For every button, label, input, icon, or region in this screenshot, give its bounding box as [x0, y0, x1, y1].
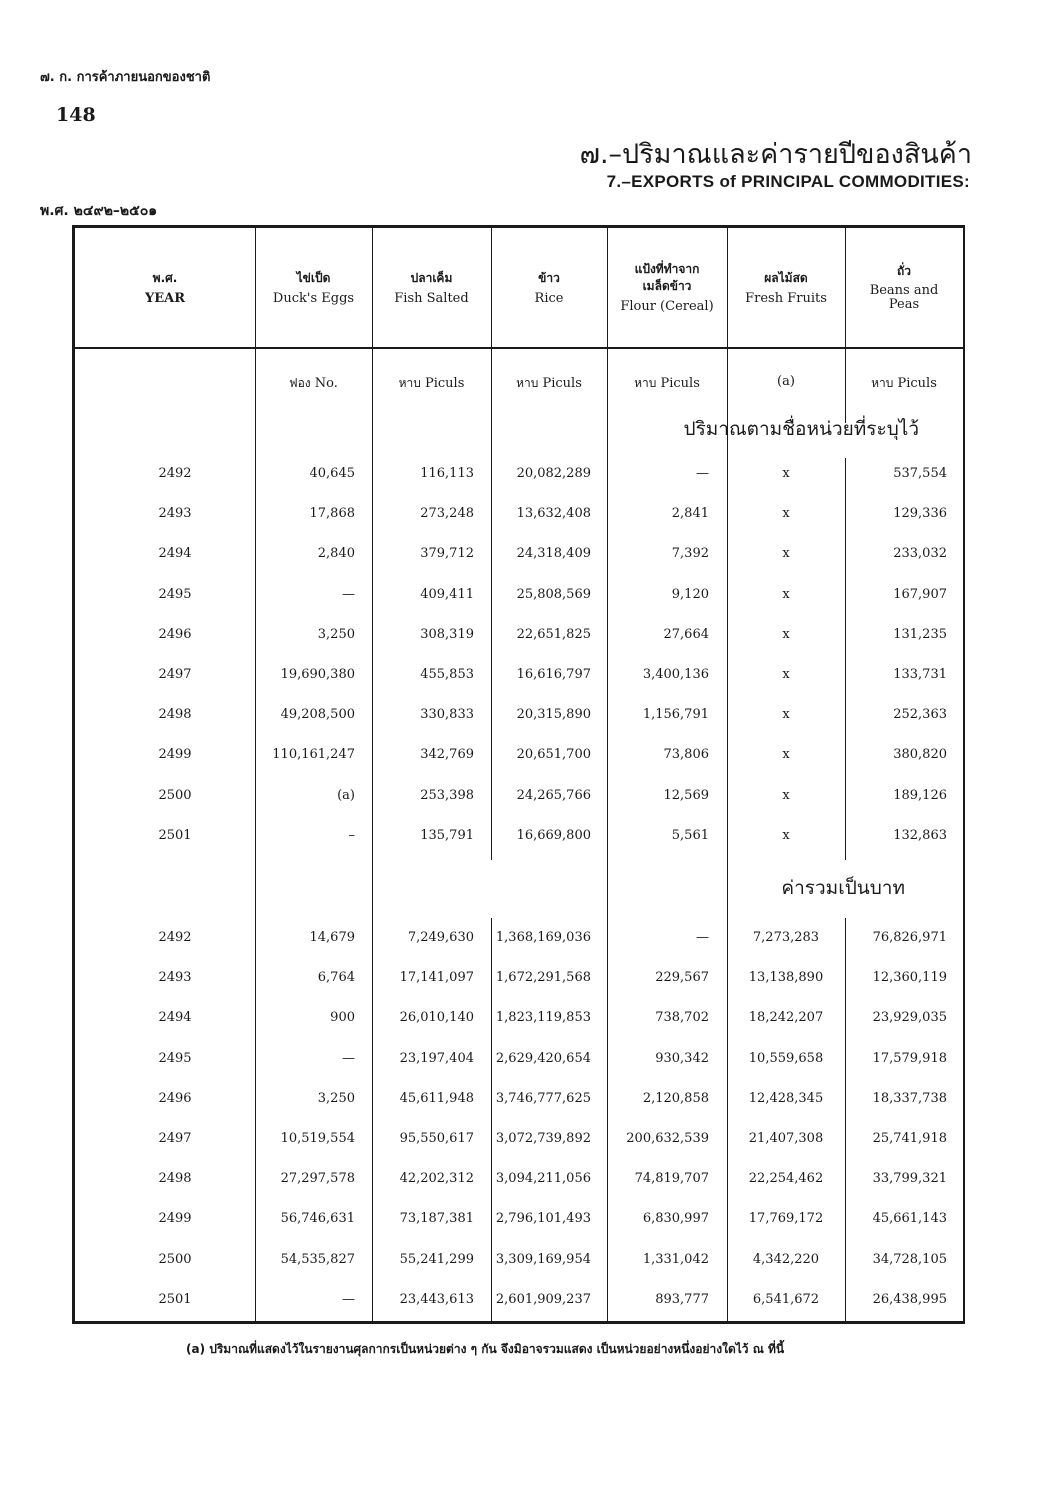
cell-year: 2501 [158, 1291, 192, 1307]
cell-ducks-eggs: — [342, 1050, 355, 1066]
title-thai: ๗.–ปริมาณและค่ารายปีของสินค้า [579, 139, 972, 170]
table-row [75, 826, 963, 866]
cell-ducks-eggs: – [348, 827, 355, 843]
cell-beans-peas: 380,820 [893, 747, 947, 763]
cell-beans-peas: 189,126 [893, 787, 947, 803]
cell-year: 2493 [158, 970, 192, 986]
cell-beans-peas: 17,579,918 [872, 1050, 947, 1066]
col-header-beans-peas [845, 228, 963, 347]
table-row [75, 705, 963, 745]
column-divider [491, 918, 492, 1321]
unit-en: Piculs [660, 376, 700, 391]
column-divider [845, 228, 846, 423]
table-row [75, 968, 963, 1008]
col-header-ducks-eggs-thai: ไข่เป็ด [296, 270, 331, 285]
cell-rice: 20,651,700 [516, 747, 591, 763]
cell-fresh-fruits: 22,254,462 [748, 1171, 824, 1187]
cell-fresh-fruits: x [782, 586, 790, 602]
column-divider [255, 228, 256, 1321]
cell-fish-salted: 73,187,381 [399, 1211, 474, 1227]
cell-beans-peas: 23,929,035 [872, 1010, 947, 1026]
footnote: (a) ปริมาณที่แสดงไว้ในรายงานศุลกากรเป็นหน่วยต่าง ๆ กัน จึงมิอาจรวมแสดง เป็นหน่วยอย่างหนึ่งอย่างใดไว้ ณ ที่นี้ [186, 1342, 785, 1356]
cell-ducks-eggs: 3,250 [317, 626, 355, 642]
cell-fresh-fruits: x [782, 667, 790, 682]
cell-fish-salted: 7,249,630 [407, 930, 474, 945]
cell-rice: 22,651,825 [516, 626, 591, 642]
column-divider [372, 228, 373, 1321]
cell-ducks-eggs: 54,535,827 [280, 1251, 355, 1267]
cell-rice: 2,601,909,237 [495, 1291, 591, 1307]
cell-fish-salted: 308,319 [420, 626, 474, 642]
cell-year: 2495 [158, 1050, 192, 1066]
unit-en: Piculs [542, 376, 582, 391]
cell-rice: 3,094,211,056 [495, 1171, 591, 1187]
exports-table [72, 225, 965, 1324]
cell-fish-salted: 273,248 [420, 506, 474, 522]
cell-flour: — [696, 466, 709, 481]
cell-beans-peas: 76,826,971 [872, 930, 947, 945]
cell-flour: — [696, 930, 709, 945]
cell-rice: 16,616,797 [516, 667, 591, 682]
table-row [75, 1290, 963, 1330]
col-header-flour-thai: แป้งที่ทำจาก เมล็ดข้าว [634, 262, 700, 293]
cell-fish-salted: 330,833 [420, 707, 474, 723]
col-header-rice [491, 228, 607, 347]
cell-flour: 2,120,858 [642, 1090, 709, 1106]
unit-thai: หาบ [634, 376, 657, 390]
cell-flour: 893,777 [655, 1291, 709, 1307]
table-row [75, 1089, 963, 1129]
cell-flour: 74,819,707 [634, 1171, 709, 1187]
cell-fresh-fruits: 12,428,345 [748, 1090, 824, 1106]
table-row [75, 1250, 963, 1290]
cell-ducks-eggs: 10,519,554 [280, 1131, 355, 1146]
cell-year: 2501 [158, 827, 192, 843]
cell-fresh-fruits: 10,559,658 [748, 1050, 824, 1066]
unit-en: No. [314, 376, 338, 391]
cell-fish-salted: 23,197,404 [399, 1050, 474, 1066]
cell-fresh-fruits: 13,138,890 [748, 970, 824, 986]
cell-ducks-eggs: 17,868 [309, 506, 355, 522]
cell-year: 2498 [158, 707, 192, 723]
cell-fish-salted: 26,010,140 [399, 1010, 474, 1026]
cell-ducks-eggs: 2,840 [317, 546, 355, 562]
cell-beans-peas: 26,438,995 [872, 1291, 947, 1307]
cell-flour: 6,830,997 [642, 1211, 709, 1227]
section-header: ๗. ก. การค้าภายนอกของชาติ [40, 70, 211, 85]
table-row [75, 1008, 963, 1048]
cell-flour: 930,342 [655, 1050, 709, 1066]
col-header-rice-en: Rice [534, 290, 564, 306]
cell-ducks-eggs: 14,679 [309, 930, 355, 945]
table-row [75, 1049, 963, 1089]
col-header-fish-salted [372, 228, 491, 347]
cell-rice: 20,315,890 [516, 707, 591, 723]
col-header-beans-peas-thai: ถั่ว [896, 264, 911, 278]
unit-fish-salted [372, 374, 491, 393]
cell-fresh-fruits: x [782, 787, 790, 803]
col-header-fresh-fruits-en: Fresh Fruits [745, 290, 827, 306]
unit-thai: หาบ [398, 376, 421, 390]
cell-fish-salted: 253,398 [420, 787, 474, 803]
cell-flour: 27,664 [663, 626, 709, 642]
unit-ducks-eggs [255, 374, 372, 393]
unit-thai: หาบ [516, 376, 539, 390]
cell-ducks-eggs: — [342, 586, 355, 602]
cell-fresh-fruits: x [782, 707, 790, 723]
section-heading-quantity: ปริมาณตามชื่อหน่วยที่ระบุไว้ [683, 418, 919, 440]
cell-flour: 5,561 [671, 827, 709, 843]
col-header-ducks-eggs-en: Duck's Eggs [272, 290, 355, 306]
table-row [75, 504, 963, 544]
cell-ducks-eggs: 40,645 [309, 466, 355, 481]
cell-fresh-fruits: x [782, 747, 790, 763]
cell-ducks-eggs: 19,690,380 [280, 667, 355, 682]
cell-fresh-fruits: 6,541,672 [752, 1291, 820, 1307]
cell-flour: 9,120 [671, 586, 709, 602]
cell-fresh-fruits: 17,769,172 [748, 1211, 824, 1227]
cell-year: 2493 [158, 506, 192, 522]
title-english: 7.–EXPORTS of PRINCIPAL COMMODITIES: [606, 172, 970, 191]
cell-fresh-fruits: 18,242,207 [748, 1010, 824, 1026]
unit-thai: หาบ [871, 376, 894, 390]
cell-fresh-fruits: x [782, 827, 790, 843]
cell-rice: 2,796,101,493 [495, 1211, 591, 1227]
cell-fish-salted: 95,550,617 [399, 1131, 474, 1146]
cell-rice: 3,072,739,892 [495, 1131, 591, 1146]
cell-fresh-fruits: 21,407,308 [748, 1131, 824, 1146]
page-number: 148 [56, 104, 96, 126]
cell-ducks-eggs: 900 [330, 1010, 355, 1026]
col-header-year-thai: พ.ศ. [152, 270, 178, 285]
cell-ducks-eggs: 6,764 [317, 970, 355, 986]
cell-fish-salted: 379,712 [420, 546, 474, 562]
cell-fish-salted: 45,611,948 [399, 1090, 474, 1106]
cell-ducks-eggs: 3,250 [317, 1090, 355, 1106]
table-row [75, 544, 963, 584]
cell-fresh-fruits: x [782, 546, 790, 562]
cell-beans-peas: 133,731 [893, 667, 947, 682]
cell-rice: 3,746,777,625 [495, 1090, 591, 1106]
header-divider [75, 347, 963, 349]
cell-rice: 1,672,291,568 [495, 970, 591, 986]
cell-fish-salted: 135,791 [420, 827, 474, 843]
col-header-fresh-fruits-thai: ผลไม้สด [764, 270, 808, 285]
cell-beans-peas: 252,363 [893, 707, 947, 723]
cell-flour: 7,392 [671, 546, 709, 562]
unit-en: Piculs [425, 376, 465, 391]
table-row [75, 1129, 963, 1169]
cell-ducks-eggs: 27,297,578 [280, 1171, 355, 1187]
cell-fish-salted: 23,443,613 [399, 1291, 474, 1307]
cell-ducks-eggs: 110,161,247 [272, 747, 355, 763]
unit-fresh-fruits [727, 374, 845, 389]
cell-rice: 3,309,169,954 [495, 1251, 591, 1267]
cell-fish-salted: 55,241,299 [399, 1251, 474, 1267]
column-divider [491, 228, 492, 860]
col-header-flour [607, 228, 727, 347]
cell-rice: 1,368,169,036 [495, 930, 591, 945]
period-label: พ.ศ. ๒๔๙๒–๒๕๐๑ [40, 203, 158, 219]
table-row [75, 786, 963, 826]
column-divider [727, 228, 728, 1321]
cell-ducks-eggs: (a) [337, 787, 355, 803]
cell-fresh-fruits: x [782, 466, 790, 481]
cell-beans-peas: 132,863 [893, 827, 947, 843]
column-divider [607, 228, 608, 1321]
cell-ducks-eggs: 49,208,500 [280, 707, 355, 723]
cell-ducks-eggs: — [342, 1291, 355, 1307]
section-heading-value: ค่ารวมเป็นบาท [781, 877, 905, 899]
cell-beans-peas: 167,907 [893, 586, 947, 602]
table-row [75, 1209, 963, 1249]
col-header-flour-en: Flour (Cereal) [620, 299, 714, 314]
cell-fish-salted: 409,411 [420, 586, 474, 602]
cell-year: 2494 [158, 546, 192, 562]
col-header-year-en: YEAR [144, 290, 186, 306]
cell-fish-salted: 17,141,097 [399, 970, 474, 986]
cell-fresh-fruits: x [782, 506, 790, 522]
cell-beans-peas: 12,360,119 [872, 970, 947, 986]
cell-beans-peas: 537,554 [893, 466, 947, 481]
cell-flour: 2,841 [671, 506, 709, 522]
col-header-fresh-fruits [727, 228, 845, 347]
cell-beans-peas: 45,661,143 [872, 1211, 947, 1227]
table-row [75, 625, 963, 665]
unit-flour [607, 374, 727, 393]
cell-year: 2496 [158, 1090, 192, 1106]
cell-flour: 738,702 [655, 1010, 709, 1026]
col-header-fish-salted-thai: ปลาเค็ม [410, 270, 453, 285]
table-row [75, 745, 963, 785]
cell-year: 2492 [158, 466, 192, 481]
cell-fresh-fruits: 4,342,220 [752, 1251, 820, 1267]
cell-fish-salted: 116,113 [420, 466, 474, 481]
cell-beans-peas: 18,337,738 [872, 1090, 947, 1106]
table-row [75, 585, 963, 625]
cell-fresh-fruits: 7,273,283 [752, 930, 820, 945]
cell-flour: 73,806 [663, 747, 709, 763]
cell-flour: 1,331,042 [642, 1251, 709, 1267]
table-row [75, 665, 963, 705]
cell-fish-salted: 342,769 [420, 747, 474, 763]
cell-rice: 1,823,119,853 [495, 1010, 591, 1026]
cell-flour: 229,567 [655, 970, 709, 986]
cell-year: 2499 [158, 1211, 192, 1227]
cell-year: 2499 [158, 747, 192, 763]
col-header-rice-thai: ข้าว [538, 270, 560, 285]
cell-beans-peas: 131,235 [893, 626, 947, 642]
cell-rice: 13,632,408 [516, 506, 591, 522]
cell-flour: 3,400,136 [642, 667, 709, 682]
cell-year: 2495 [158, 586, 192, 602]
cell-year: 2500 [158, 787, 192, 803]
col-header-fish-salted-en: Fish Salted [394, 290, 469, 306]
unit-en: Piculs [897, 376, 937, 391]
column-divider [845, 458, 846, 860]
col-header-year [75, 228, 255, 347]
unit-thai: ฟอง [289, 376, 311, 390]
cell-beans-peas: 233,032 [893, 546, 947, 562]
cell-fish-salted: 42,202,312 [399, 1171, 474, 1187]
cell-year: 2492 [158, 930, 192, 945]
cell-fish-salted: 455,853 [420, 667, 474, 682]
cell-year: 2494 [158, 1010, 192, 1026]
cell-rice: 20,082,289 [516, 466, 591, 481]
cell-ducks-eggs: 56,746,631 [280, 1211, 355, 1227]
unit-beans-peas [845, 374, 963, 393]
cell-fresh-fruits: x [782, 626, 790, 642]
cell-year: 2497 [158, 1131, 192, 1146]
cell-rice: 2,629,420,654 [495, 1050, 591, 1066]
cell-flour: 1,156,791 [642, 707, 709, 723]
cell-year: 2497 [158, 667, 192, 682]
unit-rice [491, 374, 607, 393]
cell-year: 2496 [158, 626, 192, 642]
cell-beans-peas: 34,728,105 [872, 1251, 947, 1267]
cell-rice: 24,265,766 [516, 787, 591, 803]
column-divider [845, 918, 846, 1321]
cell-year: 2500 [158, 1251, 192, 1267]
col-header-beans-peas-en: Beans and Peas [869, 283, 939, 312]
cell-beans-peas: 33,799,321 [872, 1171, 947, 1187]
cell-beans-peas: 25,741,918 [872, 1131, 947, 1146]
cell-flour: 12,569 [663, 787, 709, 803]
col-header-ducks-eggs [255, 228, 372, 347]
table-row [75, 928, 963, 968]
table-row [75, 1169, 963, 1209]
cell-rice: 16,669,800 [516, 827, 591, 843]
cell-rice: 25,808,569 [516, 586, 591, 602]
cell-flour: 200,632,539 [626, 1131, 709, 1146]
cell-beans-peas: 129,336 [893, 506, 947, 522]
cell-rice: 24,318,409 [516, 546, 591, 562]
cell-year: 2498 [158, 1171, 192, 1187]
unit-en: (a) [777, 374, 795, 389]
table-row [75, 464, 963, 504]
